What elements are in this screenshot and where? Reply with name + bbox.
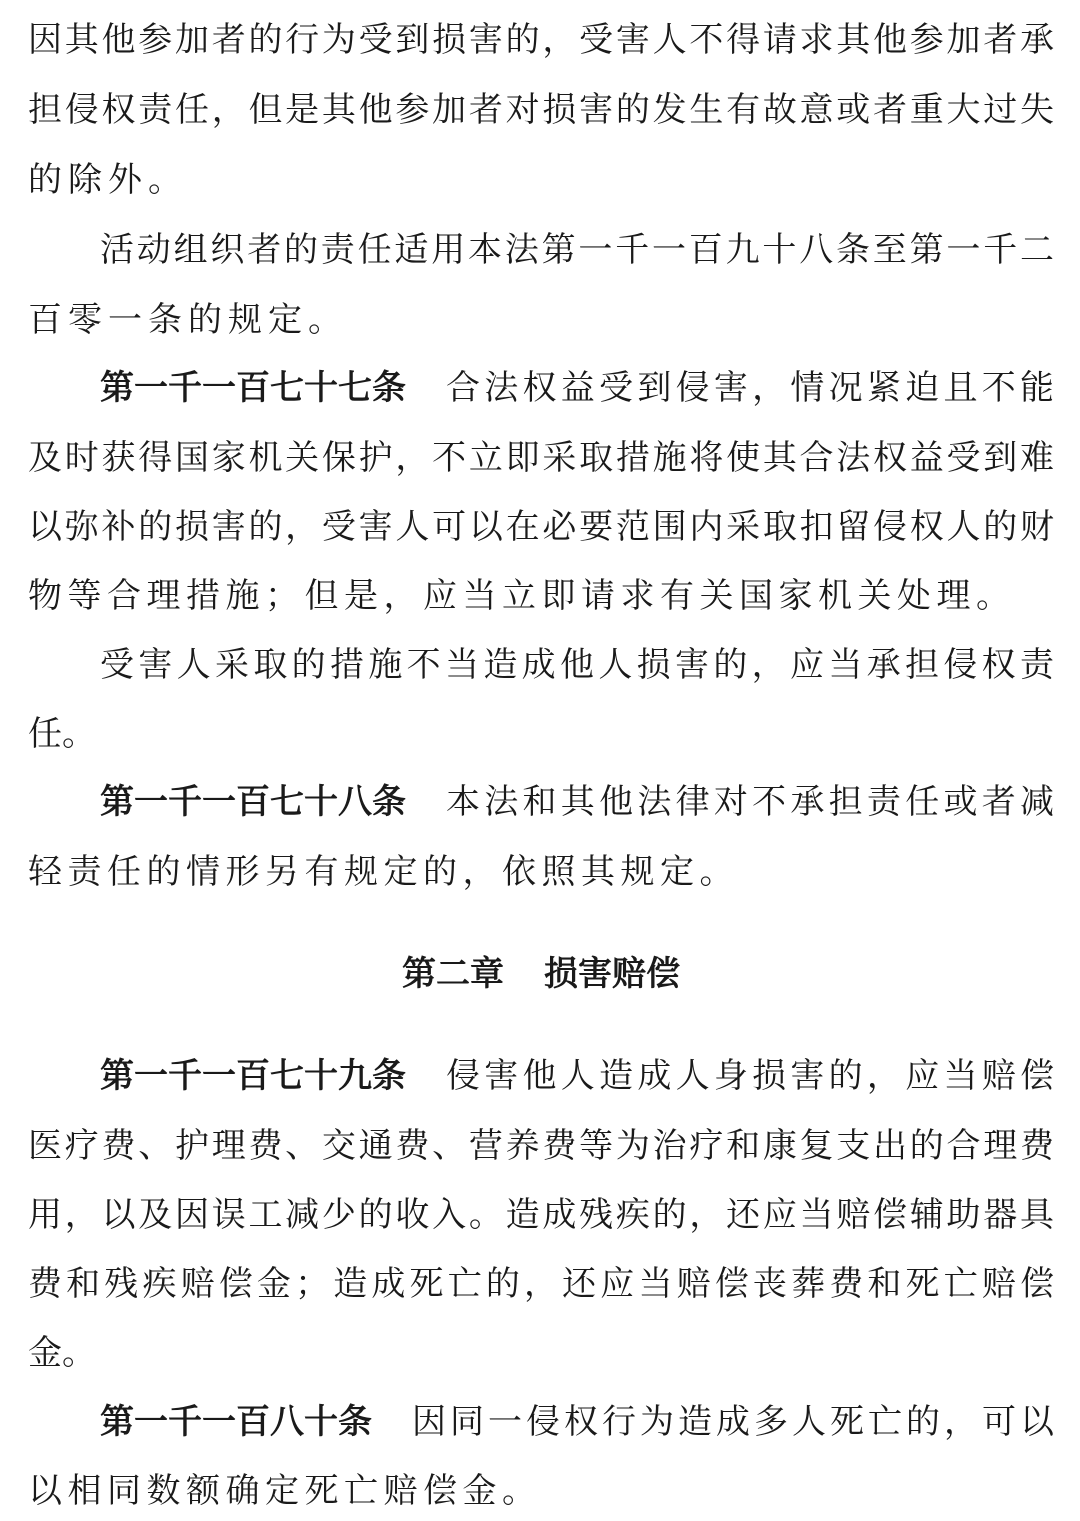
paragraph-line: 及时获得国家机关保护，不立即采取措施将使其合法权益受到难 [28, 438, 1054, 478]
article-1178-first-line [28, 772, 1054, 832]
article-text: 本法和其他法律对不承担责任或者减 [446, 782, 1054, 822]
paragraph-line: 物等合理措施；但是，应当立即请求有关国家机关处理。 [28, 576, 1016, 616]
paragraph-line: 的除外。 [28, 160, 188, 200]
article-1177-first-line [28, 358, 1054, 418]
chapter-heading [28, 944, 1054, 1004]
paragraph-line: 因其他参加者的行为受到损害的，受害人不得请求其他参加者承 [28, 20, 1054, 60]
article-title: 第一千一百八十条 [100, 1402, 372, 1442]
paragraph-line: 费和残疾赔偿金；造成死亡的，还应当赔偿丧葬费和死亡赔偿 [28, 1264, 1054, 1304]
article-title: 第一千一百七十七条 [100, 368, 406, 408]
article-title: 第一千一百七十九条 [100, 1056, 406, 1096]
article-1179-first-line [28, 1046, 1054, 1106]
article-text: 合法权益受到侵害，情况紧迫且不能 [446, 368, 1054, 408]
paragraph-line: 以弥补的损害的，受害人可以在必要范围内采取扣留侵权人的财 [28, 507, 1054, 547]
paragraph-line: 轻责任的情形另有规定的，依照其规定。 [28, 852, 739, 892]
article-1180-first-line [28, 1392, 1054, 1452]
chapter-title: 损害赔偿 [544, 954, 680, 994]
paragraph-line: 活动组织者的责任适用本法第一千一百九十八条至第一千二 [100, 230, 1054, 270]
paragraph-line: 受害人采取的措施不当造成他人损害的，应当承担侵权责 [100, 645, 1054, 685]
paragraph-line: 金。 [28, 1333, 96, 1373]
paragraph-line: 百零一条的规定。 [28, 300, 348, 340]
paragraph-line: 任。 [28, 714, 96, 754]
paragraph-line: 以相同数额确定死亡赔偿金。 [28, 1471, 542, 1511]
chapter-number: 第二章 [402, 954, 504, 994]
paragraph-line: 用，以及因误工减少的收入。造成残疾的，还应当赔偿辅助器具 [28, 1195, 1054, 1235]
article-text: 因同一侵权行为造成多人死亡的，可以 [412, 1402, 1054, 1442]
paragraph-line: 医疗费、护理费、交通费、营养费等为治疗和康复支出的合理费 [28, 1126, 1054, 1166]
paragraph-line: 担侵权责任，但是其他参加者对损害的发生有故意或者重大过失 [28, 90, 1054, 130]
article-text: 侵害他人造成人身损害的，应当赔偿 [446, 1056, 1054, 1096]
article-title: 第一千一百七十八条 [100, 782, 406, 822]
